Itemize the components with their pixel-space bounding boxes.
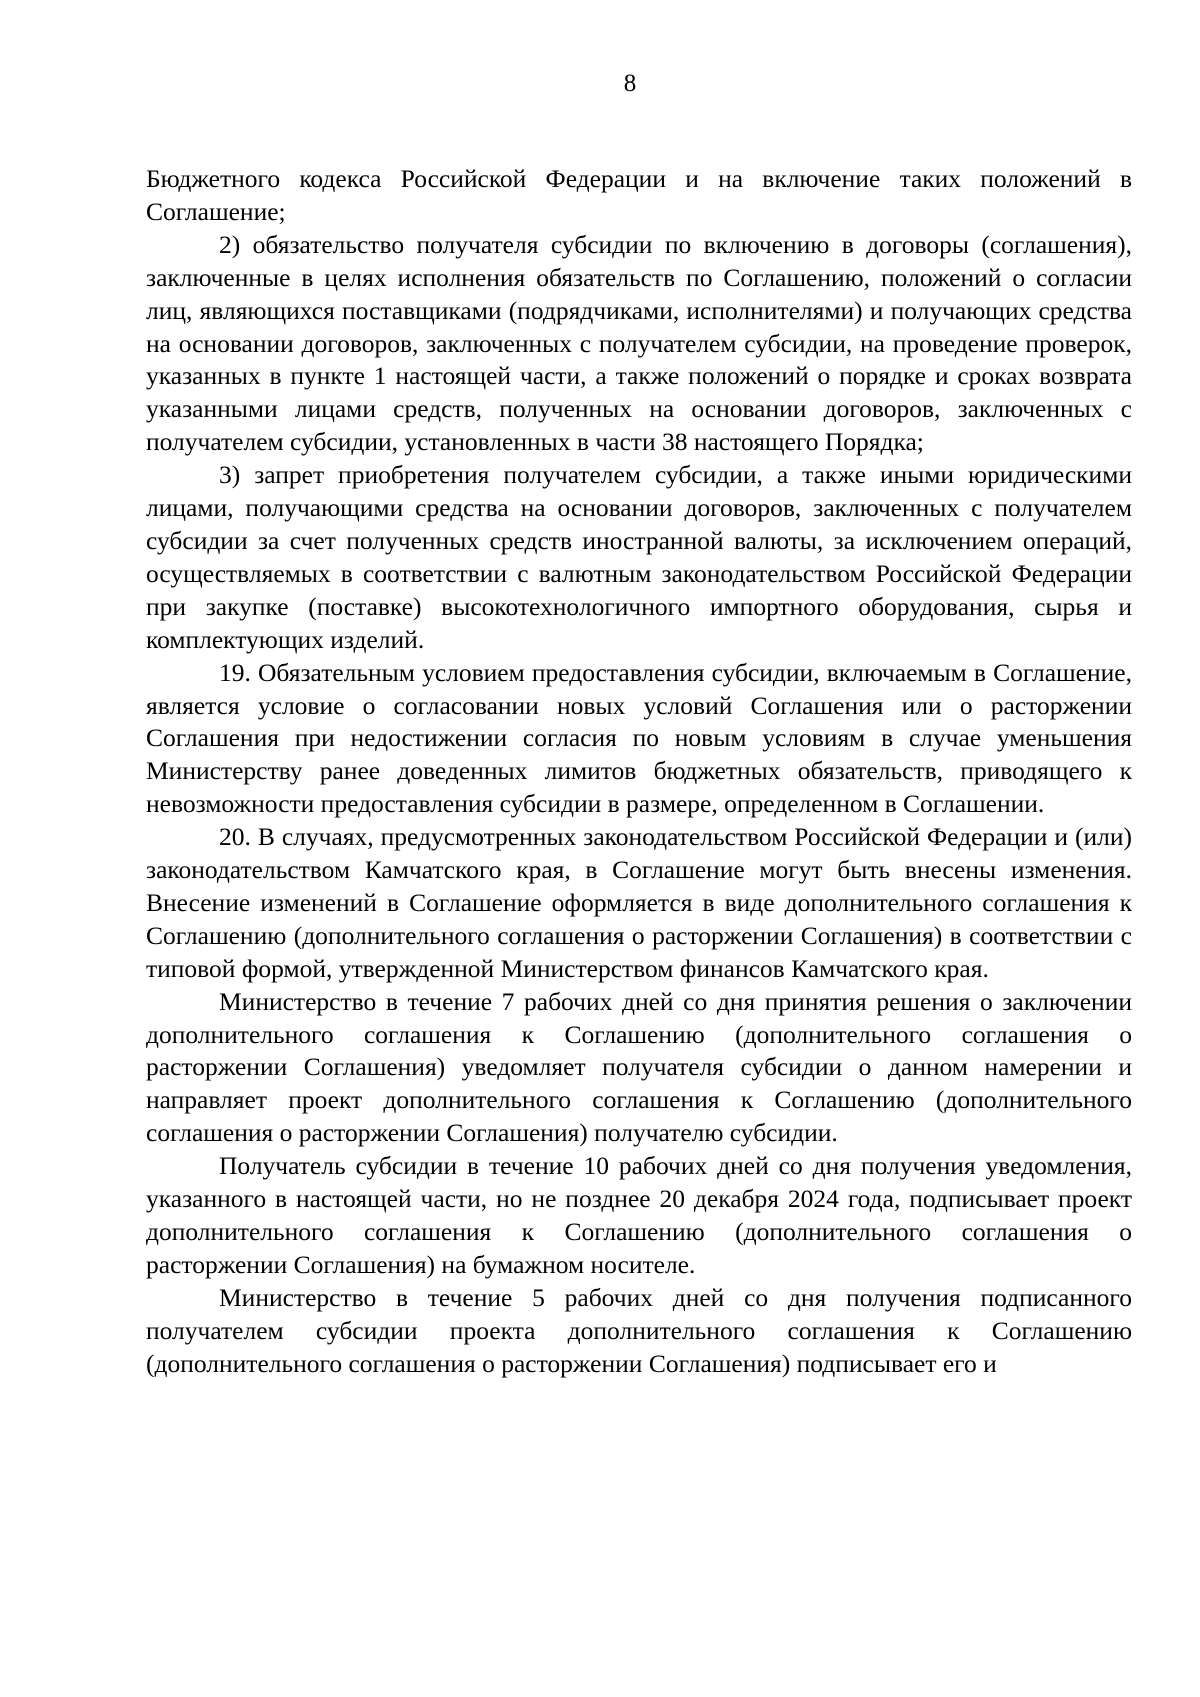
paragraph-section-20: 20. В случаях, предусмотренных законодательством Российской Федерации и (или) законодательством Камчатского края, в Соглашение могут быть внесены изменения. Внесение изменений в Соглашение оформляется в виде дополнительного соглашения к Соглашению (дополнительного соглашения о расторжении Соглашения) в соответствии с типовой формой, утвержденной Министерством финансов Камчатского края.: [146, 822, 1132, 983]
page-number: 8: [623, 70, 637, 97]
paragraph-continuation: Бюджетного кодекса Российской Федерации и на включение таких положений в Соглашение;: [146, 164, 1132, 226]
paragraph-recipient-signing: Получатель субсидии в течение 10 рабочих дней со дня получения уведомления, указанного в настоящей части, но не позднее 20 декабря 2024 года, подписывает проект дополнительного соглашения к Соглашению (дополнительного соглашения о расторжении Соглашения) на бумажном носителе.: [146, 1151, 1132, 1279]
paragraph-item-2: 2) обязательство получателя субсидии по включению в договоры (соглашения), заключенные в целях исполнения обязательств по Соглашению, положений о согласии лиц, являющихся поставщиками (подрядчиками, исполнителями) и получающих средства на основании договоров, заключенных с получателем субсидии, на проведение проверок, указанных в пункте 1 настоящей части, а также положений о порядке и сроках возврата указанными лицами средств, полученных на основании договоров, заключенных с получателем субсидии, установленных в части 38 настоящего Порядка;: [146, 229, 1132, 457]
paragraph-section-19: 19. Обязательным условием предоставления субсидии, включаемым в Соглашение, является условие о согласовании новых условий Соглашения или о расторжении Соглашения при недостижении согласия по новым условиям в случае уменьшения Министерству ранее доведенных лимитов бюджетных обязательств, приводящего к невозможности предоставления субсидии в размере, определенном в Соглашении.: [146, 657, 1132, 819]
document-body: [146, 163, 1132, 1381]
paragraph-ministry-notice: Министерство в течение 7 рабочих дней со дня принятия решения о заключении дополнительного соглашения к Соглашению (дополнительного соглашения о расторжении Соглашения) уведомляет получателя субсидии о данном намерении и направляет проект дополнительного соглашения к Соглашению (дополнительного соглашения о расторжении Соглашения) получателю субсидии.: [146, 986, 1132, 1148]
paragraph-ministry-signing: Министерство в течение 5 рабочих дней со дня получения подписанного получателем субсидии проекта дополнительного соглашения к Соглашению (дополнительного соглашения о расторжении Соглашения) подписывает его и: [146, 1282, 1132, 1378]
paragraph-item-3: 3) запрет приобретения получателем субсидии, а также иными юридическими лицами, получающими средства на основании договоров, заключенных с получателем субсидии за счет полученных средств иностранной валюты, за исключением операций, осуществляемых в соответствии с валютным законодательством Российской Федерации при закупке (поставке) высокотехнологичного импортного оборудования, сырья и комплектующих изделий.: [146, 460, 1132, 654]
